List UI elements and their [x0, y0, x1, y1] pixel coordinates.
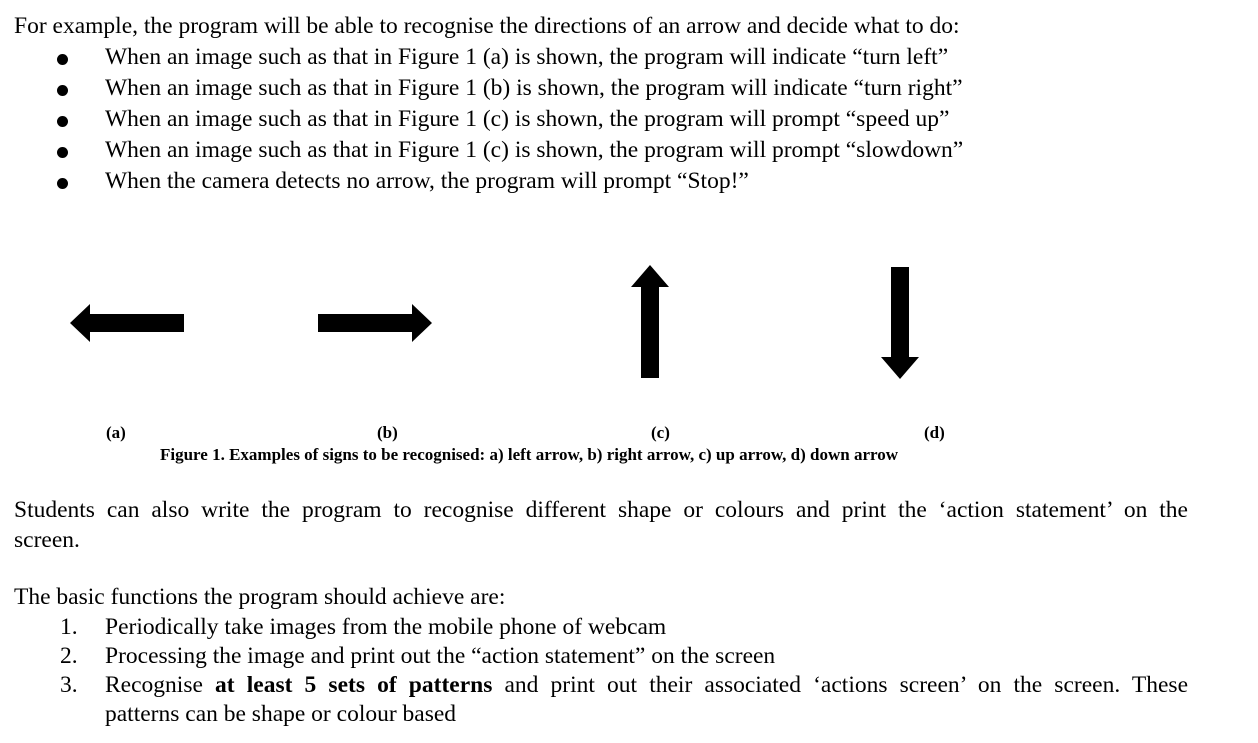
list-item: When an image such as that in Figure 1 (b) is shown, the program will indicate “turn right” — [105, 75, 963, 101]
left-arrow-icon — [70, 304, 186, 342]
list-number: 1. — [60, 614, 78, 640]
figure-label-b: (b) — [377, 423, 398, 442]
list-item: Processing the image and print out the “action statement” on the screen — [105, 643, 776, 669]
up-arrow-icon — [631, 265, 669, 379]
list-item: Periodically take images from the mobile phone of webcam — [105, 614, 667, 640]
figure-label-a: (a) — [106, 423, 126, 442]
bullet-dot — [57, 178, 68, 189]
students-paragraph-line-2: screen. — [14, 527, 80, 553]
bullet-dot — [57, 147, 68, 158]
list-item-continuation: patterns can be shape or colour based — [105, 701, 457, 727]
list-item: When an image such as that in Figure 1 (a) is shown, the program will indicate “turn left” — [105, 44, 949, 70]
list-item — [105, 670, 1188, 701]
emphasis-text: at least 5 sets of patterns — [215, 672, 493, 698]
right-arrow-icon — [316, 304, 432, 342]
list-number: 2. — [60, 643, 78, 669]
down-arrow-icon — [881, 266, 919, 380]
list-item: When an image such as that in Figure 1 (c) is shown, the program will prompt “slowdown” — [105, 137, 964, 163]
list-item: When an image such as that in Figure 1 (c) is shown, the program will prompt “speed up” — [105, 106, 950, 132]
students-paragraph-line-1: Students can also write the program to recognise different shape or colours and print the ‘action statement’ on the — [14, 497, 1188, 523]
figure-label-d: (d) — [924, 423, 945, 442]
bullet-dot — [57, 85, 68, 96]
list-item-text: Recognise — [105, 672, 216, 698]
list-number: 3. — [60, 672, 78, 698]
figure-label-c: (c) — [651, 423, 670, 442]
bullet-dot — [57, 116, 68, 127]
list-item-text: and print out their associated ‘actions screen’ on the screen. These — [492, 672, 1189, 698]
functions-heading: The basic functions the program should achieve are: — [14, 584, 506, 610]
bullet-dot — [57, 54, 68, 65]
intro-paragraph: For example, the program will be able to recognise the directions of an arrow and decide what to do: — [14, 13, 960, 39]
figure-caption: Figure 1. Examples of signs to be recognised: a) left arrow, b) right arrow, c) up arrow, d) down arrow — [160, 445, 899, 464]
list-item: When the camera detects no arrow, the program will prompt “Stop!” — [105, 168, 749, 194]
